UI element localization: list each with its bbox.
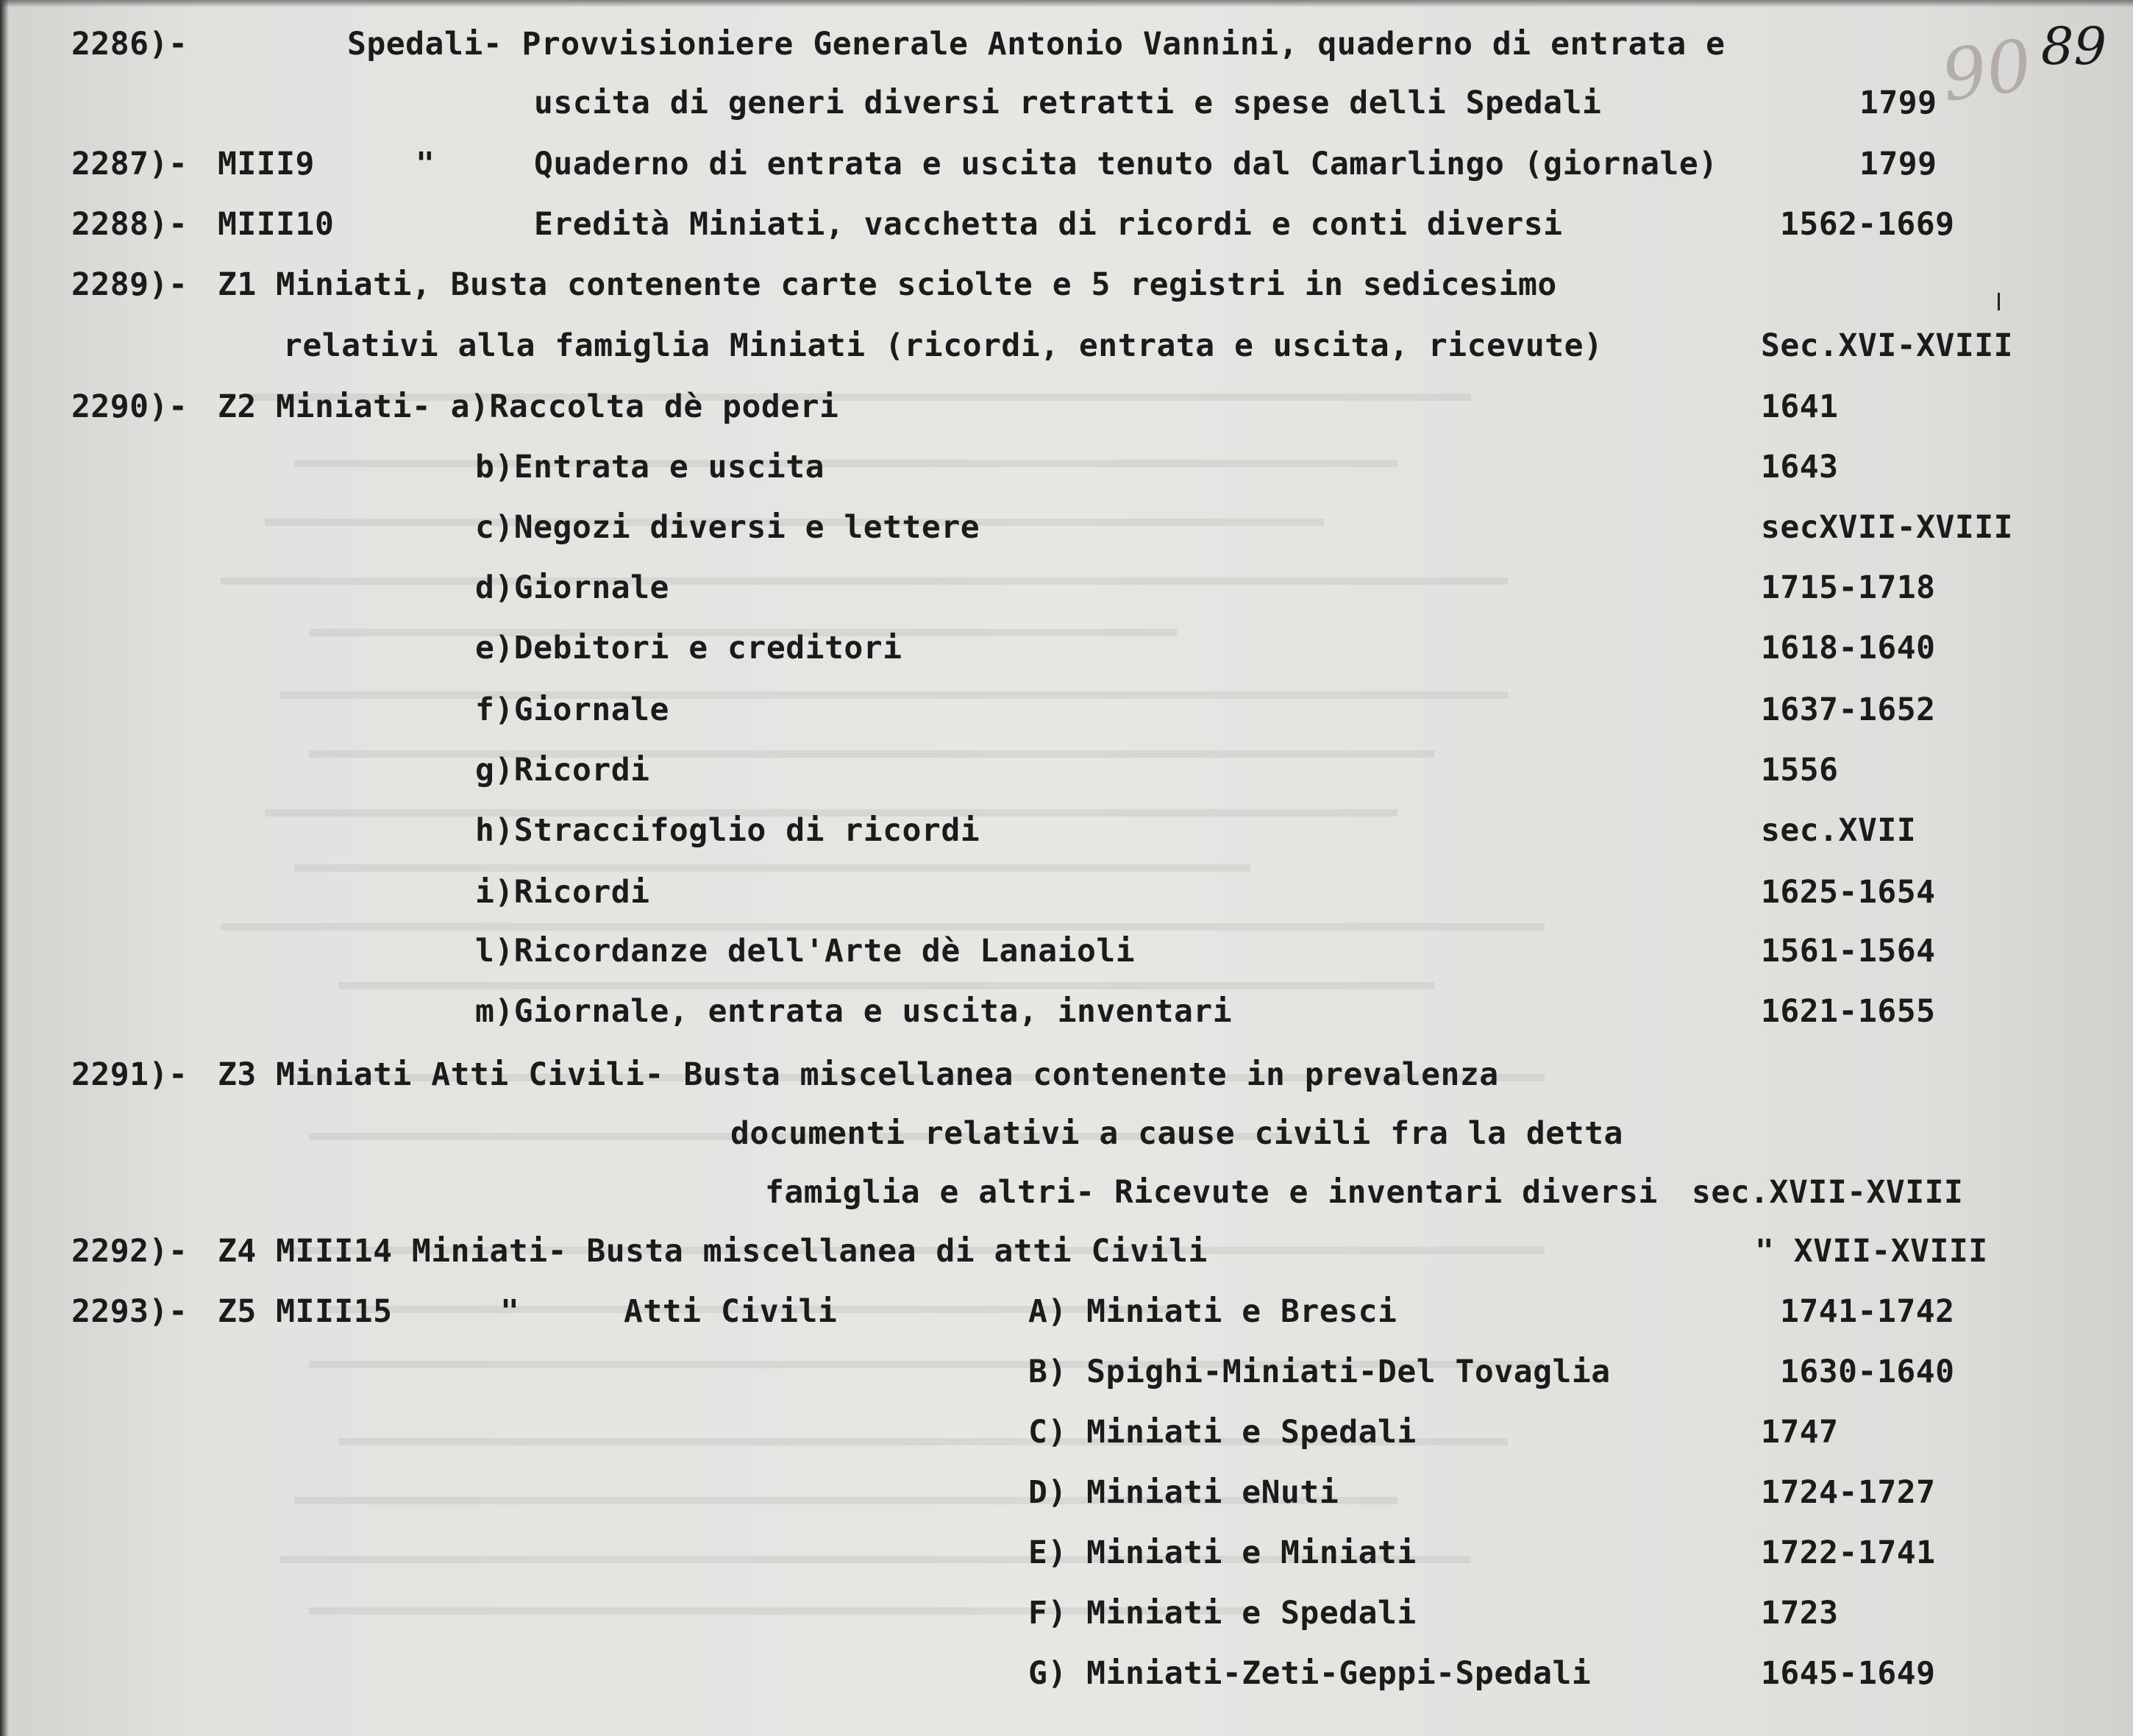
- sub-item: B) Spighi-Miniati-Del Tovaglia: [1028, 1353, 1611, 1390]
- entry-date: 1621-1655: [1761, 993, 1936, 1030]
- entry-description: famiglia e altri- Ricevute e inventari diversi: [765, 1174, 1658, 1211]
- entry-number: 2291)-: [71, 1056, 188, 1093]
- entry-description: documenti relativi a cause civili fra la detta: [730, 1115, 1623, 1152]
- entry-date: 1799: [1859, 85, 1937, 121]
- sub-item: d)Giornale: [475, 569, 669, 606]
- sub-item: m)Giornale, entrata e uscita, inventari: [475, 993, 1233, 1030]
- entry-date: sec.XVII: [1761, 812, 1917, 849]
- entry-date: secXVII-XVIII: [1761, 509, 2014, 546]
- entry-description: Spedali- Provvisioniere Generale Antonio Vannini, quaderno di entrata e: [347, 26, 1726, 63]
- sub-item: i)Ricordi: [475, 874, 650, 911]
- entry-date: 1723: [1761, 1595, 1839, 1632]
- old-page-number: 90: [1936, 24, 2037, 118]
- entry-description: uscita di generi diversi retratti e spese delli Spedali: [534, 85, 1602, 121]
- entry-date: 1724-1727: [1761, 1474, 1936, 1511]
- entry-date: sec.XVII-XVIII: [1692, 1174, 1964, 1211]
- entry-date: 1637-1652: [1761, 691, 1936, 728]
- sub-item: G) Miniati-Zeti-Geppi-Spedali: [1028, 1655, 1592, 1692]
- entry-date: 1556: [1761, 752, 1839, 789]
- entry-description: Z2 Miniati- a)Raccolta dè poderi: [218, 388, 839, 425]
- sub-item: C) Miniati e Spedali: [1028, 1414, 1417, 1451]
- ditto-mark: ": [416, 146, 435, 182]
- sub-item: f)Giornale: [475, 691, 669, 728]
- sub-item: E) Miniati e Miniati: [1028, 1534, 1417, 1571]
- entry-date: 1715-1718: [1761, 569, 1936, 606]
- entry-description: Eredità Miniati, vacchetta di ricordi e conti diversi: [534, 206, 1563, 243]
- entry-number: 2290)-: [71, 388, 188, 425]
- entry-date: Sec.XVI-XVIII: [1761, 327, 2014, 364]
- margin-tick-mark: [1998, 293, 2000, 310]
- entry-date: 1630-1640: [1780, 1353, 1955, 1390]
- entry-date: 1643: [1761, 449, 1839, 485]
- entry-number: 2289)-: [71, 266, 188, 303]
- entry-description: Z3 Miniati Atti Civili- Busta miscellanea contenente in prevalenza: [218, 1056, 1499, 1093]
- entry-date: 1562-1669: [1780, 206, 1955, 243]
- entry-date: 1722-1741: [1761, 1534, 1936, 1571]
- entry-description: relativi alla famiglia Miniati (ricordi, entrata e uscita, ricevute): [283, 327, 1603, 364]
- entry-number: 2292)-: [71, 1233, 188, 1270]
- entry-date: 1799: [1859, 146, 1937, 182]
- entry-date: 1641: [1761, 388, 1839, 425]
- ditto-mark: ": [500, 1293, 520, 1330]
- entry-date: 1618-1640: [1761, 630, 1936, 666]
- entry-date: 1561-1564: [1761, 933, 1936, 970]
- entry-number: 2286)-: [71, 26, 188, 63]
- page-number: 89: [2040, 16, 2107, 77]
- sub-item: b)Entrata e uscita: [475, 449, 825, 485]
- entry-description: Z4 MIII14 Miniati- Busta miscellanea di atti Civili: [218, 1233, 1208, 1270]
- sub-item: h)Straccifoglio di ricordi: [475, 812, 980, 849]
- entry-date: 1741-1742: [1780, 1293, 1955, 1330]
- sub-item: l)Ricordanze dell'Arte dè Lanaioli: [475, 933, 1136, 970]
- entry-date: 1747: [1761, 1414, 1839, 1451]
- entry-number: 2287)-: [71, 146, 188, 182]
- entry-date: " XVII-XVIII: [1755, 1233, 1988, 1270]
- sub-item: F) Miniati e Spedali: [1028, 1595, 1417, 1632]
- sub-item: c)Negozi diversi e lettere: [475, 509, 980, 546]
- entry-number: 2293)-: [71, 1293, 188, 1330]
- entry-description: Atti Civili: [624, 1293, 838, 1330]
- sub-item: D) Miniati eNuti: [1028, 1474, 1339, 1511]
- entry-description: Z1 Miniati, Busta contenente carte sciolte e 5 registri in sedicesimo: [218, 266, 1557, 303]
- entry-date: 1625-1654: [1761, 874, 1936, 911]
- entry-number: 2288)-: [71, 206, 188, 243]
- entry-description: Quaderno di entrata e uscita tenuto dal Camarlingo (giornale): [534, 146, 1718, 182]
- sub-item: e)Debitori e creditori: [475, 630, 902, 666]
- entry-signature: MIII10: [218, 206, 335, 243]
- sub-item: A) Miniati e Bresci: [1028, 1293, 1397, 1330]
- entry-signature: Z5 MIII15: [218, 1293, 393, 1330]
- sub-item: g)Ricordi: [475, 752, 650, 789]
- entry-signature: MIII9: [218, 146, 315, 182]
- entry-date: 1645-1649: [1761, 1655, 1936, 1692]
